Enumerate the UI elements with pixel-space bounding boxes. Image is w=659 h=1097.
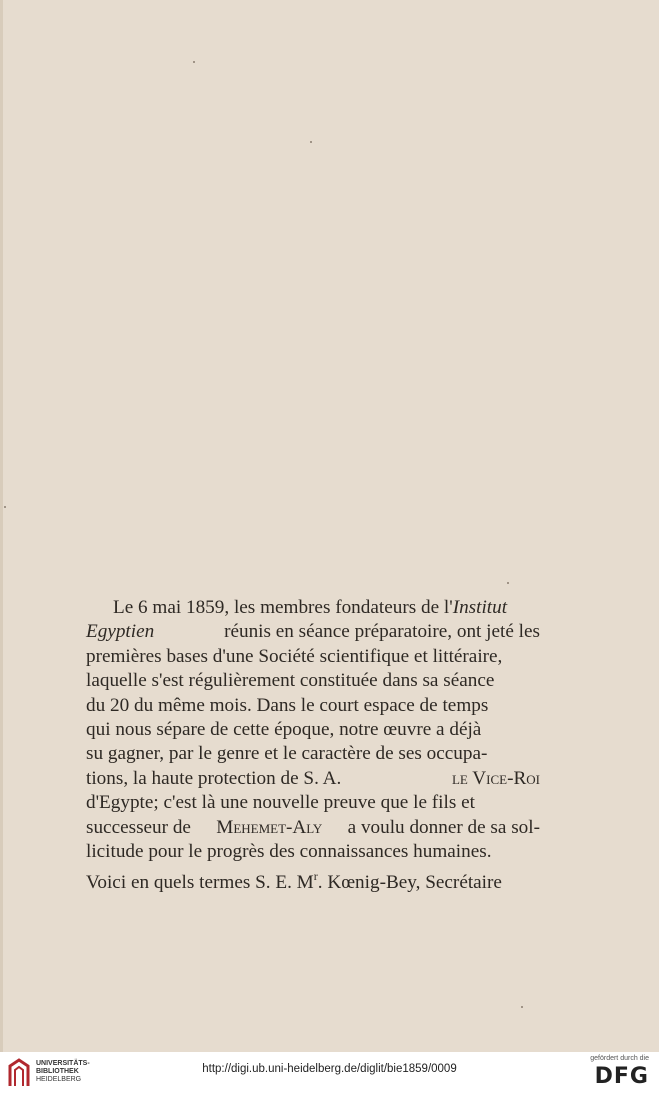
paper-speck <box>193 61 195 63</box>
text-line: premières bases d'une Société scientifique et littéraire, <box>86 645 503 667</box>
paper-speck <box>310 141 312 143</box>
text-line: su gagner, par le genre et le caractère de ses occupa- <box>86 743 488 765</box>
dfg-logo[interactable]: DFG <box>594 1064 649 1089</box>
text-line: Voici en quels termes S. E. $M^r$. Kœnig-Bey, Secrétaire <box>86 869 502 893</box>
text-line: licitude pour le progrès des connaissances humaines. <box>86 840 492 862</box>
text-line: du 20 du même mois. Dans le court espace de temps <box>86 694 489 716</box>
paper-speck <box>521 1006 523 1008</box>
text-line: Egyptien réunis en séance préparatoire, ont jeté les <box>86 621 540 643</box>
paper-speck <box>4 506 6 508</box>
library-name[interactable]: UNIVERSITÄTS- BIBLIOTHEK HEIDELBERG <box>36 1060 90 1083</box>
text-line: d'Egypte; c'est là une nouvelle preuve que le fils et <box>86 792 475 814</box>
text-line: qui nous sépare de cette époque, notre œuvre a déjà <box>86 718 482 740</box>
funded-by-label: gefördert durch die <box>590 1055 649 1062</box>
text-line: Le 6 mai 1859, les membres fondateurs de l'Institut <box>113 597 508 618</box>
paper-speck <box>507 582 509 584</box>
permalink-url[interactable]: http://digi.ub.uni-heidelberg.de/diglit/bie1859/0009 <box>202 1063 457 1075</box>
page-edge <box>0 0 3 1052</box>
text-line: laquelle s'est régulièrement constituée dans sa séance <box>86 670 495 692</box>
text-line: tions, la haute protection de S. A. le Vice-Roi <box>86 767 540 789</box>
text-line: successeur de Mehemet-Aly a voulu donner de sa sol- <box>86 816 540 838</box>
body-text <box>86 596 540 893</box>
